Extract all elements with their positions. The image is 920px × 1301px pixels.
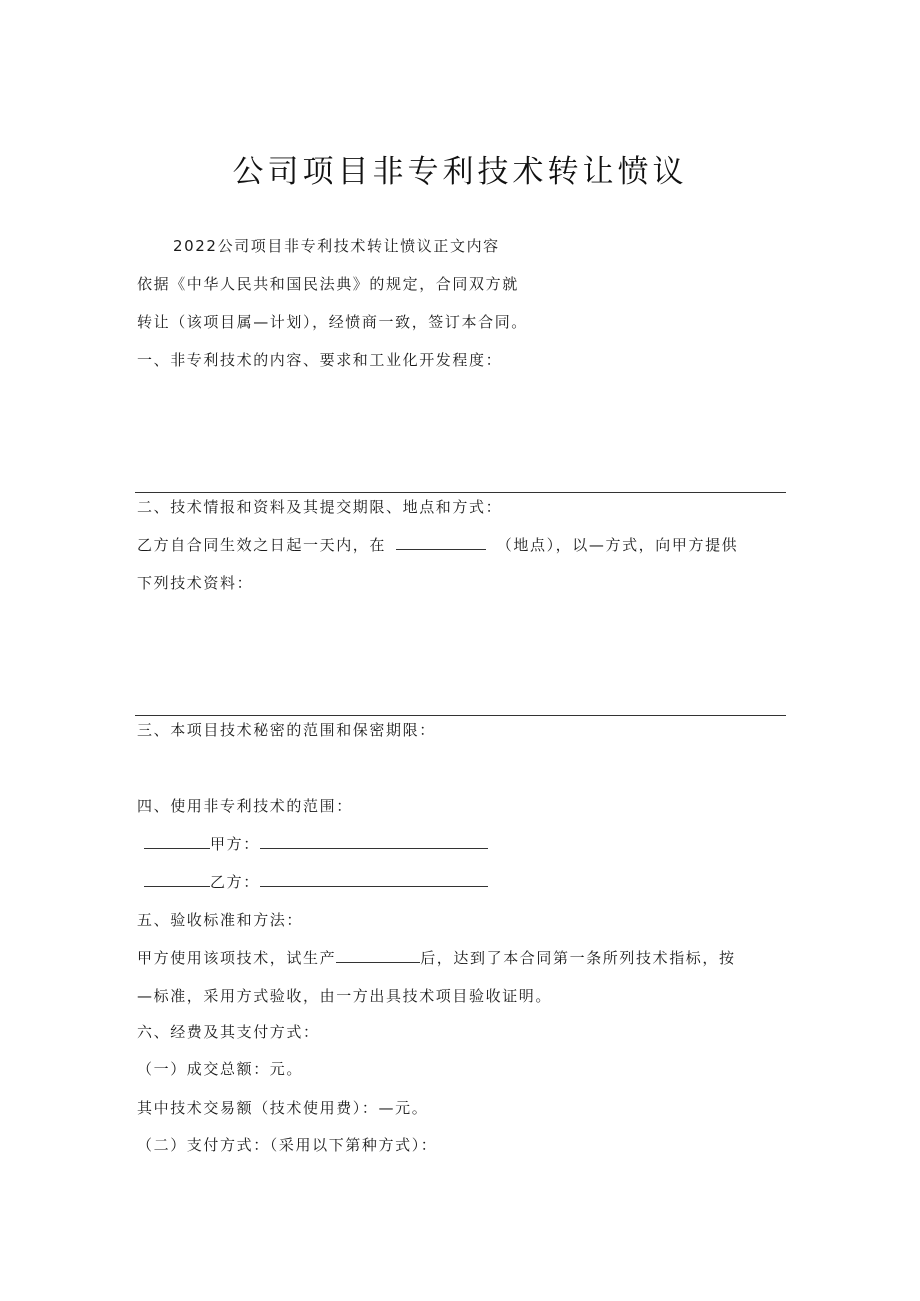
section-5-line-1 bbox=[137, 948, 736, 968]
party-a-scope-blank bbox=[260, 834, 488, 849]
location-blank-field bbox=[396, 535, 486, 550]
trial-production-blank bbox=[336, 948, 420, 963]
document-title: 公司项目非专利技术转让愤议 bbox=[232, 154, 688, 190]
basis-line-2: 转让（该项目属—计划），经愤商一致，签订本合同。 bbox=[137, 313, 528, 331]
section-divider bbox=[135, 715, 786, 716]
section-2-line-1-end: （地点），以—方式，向甲方提供 bbox=[496, 536, 739, 554]
section-3-heading: 三、本项目技术秘密的范围和保密期限： bbox=[137, 721, 436, 739]
section-6-item-1: （一）成交总额：元。 bbox=[137, 1060, 304, 1078]
section-2-line-2: 下列技术资料： bbox=[137, 574, 254, 592]
section-4-heading: 四、使用非专利技术的范围： bbox=[137, 797, 353, 815]
section-2-heading: 二、技术情报和资料及其提交期限、地点和方式： bbox=[137, 498, 503, 516]
section-6-heading: 六、经费及其支付方式： bbox=[137, 1023, 320, 1041]
section-2-line-1-start: 乙方自合同生效之日起一天内，在 bbox=[137, 536, 387, 554]
section-5-line-1-end: 后，达到了本合同第一条所列技术指标，按 bbox=[420, 949, 736, 967]
section-divider bbox=[135, 492, 786, 493]
party-b-prefix-blank bbox=[144, 872, 210, 887]
party-b-scope-blank bbox=[260, 872, 488, 887]
section-5-heading: 五、验收标准和方法： bbox=[137, 911, 304, 929]
party-a-label: 甲方： bbox=[210, 835, 260, 853]
party-b-scope-line bbox=[144, 872, 488, 892]
section-6-item-2: （二）支付方式：（采用以下第种方式）： bbox=[137, 1136, 438, 1154]
party-a-scope-line bbox=[144, 834, 488, 854]
section-5-line-2: —标准，采用方式验收，由一方出具技术项目验收证明。 bbox=[137, 987, 553, 1005]
intro-line: 2022公司项目非专利技术转让愤议正文内容 bbox=[173, 237, 500, 255]
party-a-prefix-blank bbox=[144, 834, 210, 849]
section-2-line-1 bbox=[137, 535, 738, 555]
section-5-line-1-start: 甲方使用该项技术，试生产 bbox=[137, 949, 337, 967]
section-6-item-1-detail: 其中技术交易额（技术使用费）：—元。 bbox=[137, 1099, 429, 1117]
section-1-heading: 一、非专利技术的内容、要求和工业化开发程度： bbox=[137, 351, 503, 369]
party-b-label: 乙方： bbox=[210, 873, 260, 891]
basis-line-1: 依据《中华人民共和国民法典》的规定，合同双方就 bbox=[137, 275, 519, 293]
